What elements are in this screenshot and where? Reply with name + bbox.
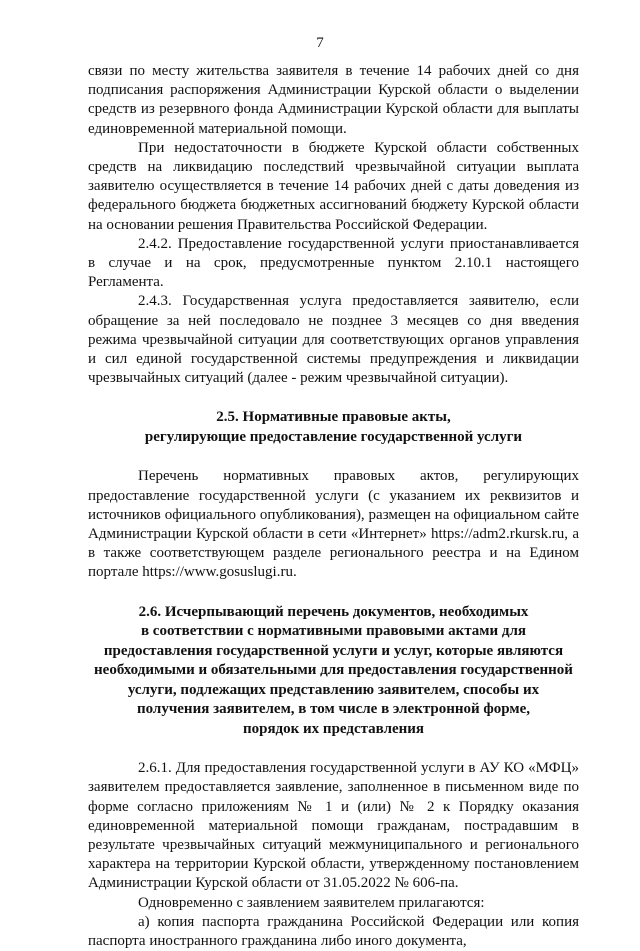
page-content	[88, 62, 579, 951]
section-heading-2-6	[88, 603, 579, 740]
paragraph-legal-acts: Перечень нормативных правовых актов, регулирующих предоставление государственной услуги (с указанием их реквизитов и источников официального опубликования), размещен на официальном сайте Администрации Курской области в сети «Интернет» https://adm2.rkursk.ru, а в также соответствующем разделе регионального реестра и на Едином портале https://www.gosuslugi.ru.	[88, 468, 579, 581]
paragraph-item-a: а) копия паспорта гражданина Российской Федерации или копия паспорта иностранного гражданина либо иного документа,	[88, 913, 579, 949]
paragraph-continuation: связи по месту жительства заявителя в течение 14 рабочих дней со дня подписания распоряжения Администрации Курской области о выделении средств из резервного фонда Администрации Курской области для выплаты единовременной материальной помощи.	[88, 63, 579, 137]
section-heading-2-5	[88, 408, 579, 447]
heading-line: предоставления государственной услуги и услуг, которые являются	[103, 642, 564, 659]
paragraph-2-4-2: 2.4.2. Предоставление государственной услуги приостанавливается в случае и на срок, предусмотренные пунктом 2.10.1 настоящего Регламента.	[88, 235, 579, 291]
heading-line: получения заявителем, в том числе в электронной форме,	[136, 701, 531, 718]
heading-line: услуги, подлежащих представлению заявителем, способы их	[127, 681, 540, 698]
paragraph-budget-insufficiency: При недостаточности в бюджете Курской области собственных средств на ликвидацию последствий чрезвычайной ситуации выплата заявителю осуществляется в течение 14 рабочих дней с даты доведения из федерального бюджета бюджетных ассигнований бюджету Курской области на основании решения Правительства Российской Федерации.	[88, 139, 579, 233]
heading-line: 2.5. Нормативные правовые акты,	[216, 409, 451, 426]
heading-line: регулирующие предоставление государственной услуги	[144, 428, 523, 445]
heading-line: 2.6. Исчерпывающий перечень документов, необходимых	[138, 603, 529, 620]
paragraph-2-6-1: 2.6.1. Для предоставления государственной услуги в АУ КО «МФЦ» заявителем предоставляется заявление, заполненное в письменном виде по форме согласно приложениям № 1 и (или) № 2 к Порядку оказания единовременной материальной помощи гражданам, пострадавшим в результате чрезвычайных ситуаций межмуниципального и регионального характера на территории Курской области, утвержденному постановлением Администрации Курской области от 31.05.2022 № 606-па.	[88, 760, 579, 892]
heading-line: необходимыми и обязательными для предоставления государственной	[94, 662, 573, 679]
heading-line: порядок их представления	[242, 720, 425, 737]
heading-line: в соответствии с нормативными правовыми актами для	[140, 623, 527, 640]
paragraph-attachments-intro: Одновременно с заявлением заявителем прилагаются:	[138, 894, 485, 911]
paragraph-2-4-3: 2.4.3. Государственная услуга предоставляется заявителю, если обращение за ней последовало не позднее 3 месяцев со дня введения режима чрезвычайной ситуации для соответствующих органов управления и сил единой государственной системы предупреждения и ликвидации чрезвычайных ситуаций (далее - режим чрезвычайной ситуации).	[88, 293, 579, 387]
page-number: 7	[316, 35, 324, 51]
